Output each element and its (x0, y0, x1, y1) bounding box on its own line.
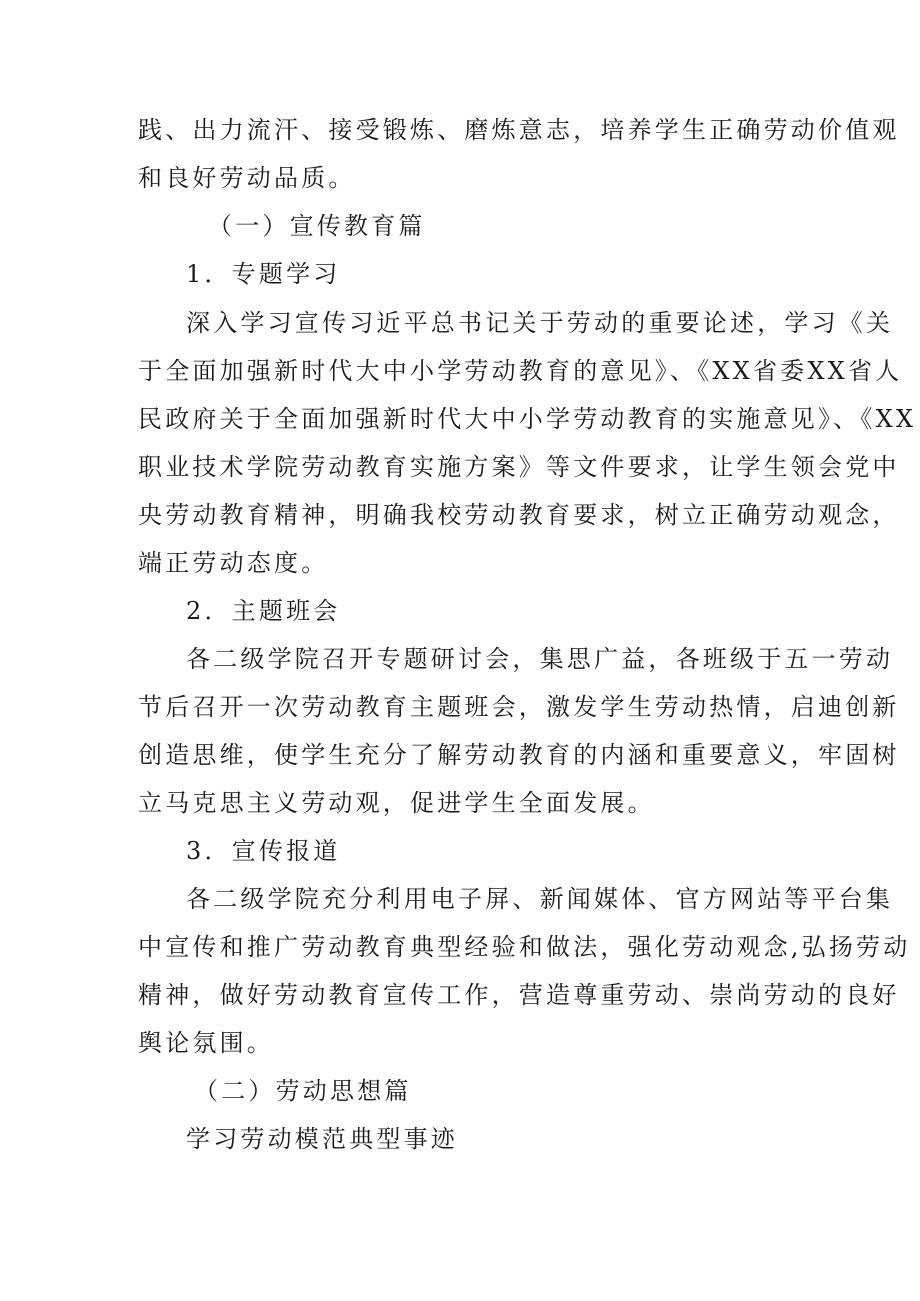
section-heading: （一）宣传教育篇 (208, 212, 426, 240)
paragraph-line: 学习劳动模范典型事迹 (186, 1125, 458, 1153)
paragraph-line: 节后召开一次劳动教育主题班会，激发学生劳动热情，启迪创新 (138, 693, 900, 721)
paragraph-line: 各二级学院召开专题研讨会，集思广益，各班级于五一劳动 (186, 645, 894, 673)
paragraph-line: 端正劳动态度。 (138, 549, 329, 577)
paragraph-line: 立马克思主义劳动观，促进学生全面发展。 (138, 789, 655, 817)
paragraph-line: 民政府关于全面加强新时代大中小学劳动教育的实施意见》、《XX (138, 405, 917, 433)
paragraph-line: 精神，做好劳动教育宣传工作，营造尊重劳动、崇尚劳动的良好 (138, 981, 900, 1009)
paragraph-line: 践、出力流汗、接受锻炼、磨炼意志，培养学生正确劳动价值观 (138, 116, 900, 144)
paragraph-line: 舆论氛围。 (138, 1029, 274, 1057)
paragraph-line: 各二级学院充分利用电子屏、新闻媒体、官方网站等平台集 (186, 885, 894, 913)
paragraph-line: 深入学习宣传习近平总书记关于劳动的重要论述，学习《关 (186, 309, 894, 337)
paragraph-line: 创造思维，使学生充分了解劳动教育的内涵和重要意义，牢固树 (138, 741, 900, 769)
section-heading: （二）劳动思想篇 (194, 1077, 412, 1105)
paragraph-line: 职业技术学院劳动教育实施方案》等文件要求，让学生领会党中 (138, 453, 900, 481)
paragraph-line: 中宣传和推广劳动教育典型经验和做法，强化劳动观念,弘扬劳动 (138, 933, 911, 961)
paragraph-line: 央劳动教育精神，明确我校劳动教育要求，树立正确劳动观念， (138, 501, 900, 529)
subsection-heading: 2．主题班会 (186, 597, 341, 625)
paragraph-line: 和良好劳动品质。 (138, 164, 356, 192)
subsection-heading: 3．宣传报道 (186, 837, 341, 865)
paragraph-line: 于全面加强新时代大中小学劳动教育的意见》、《XX省委XX省人 (138, 357, 903, 385)
subsection-heading: 1．专题学习 (186, 260, 341, 288)
